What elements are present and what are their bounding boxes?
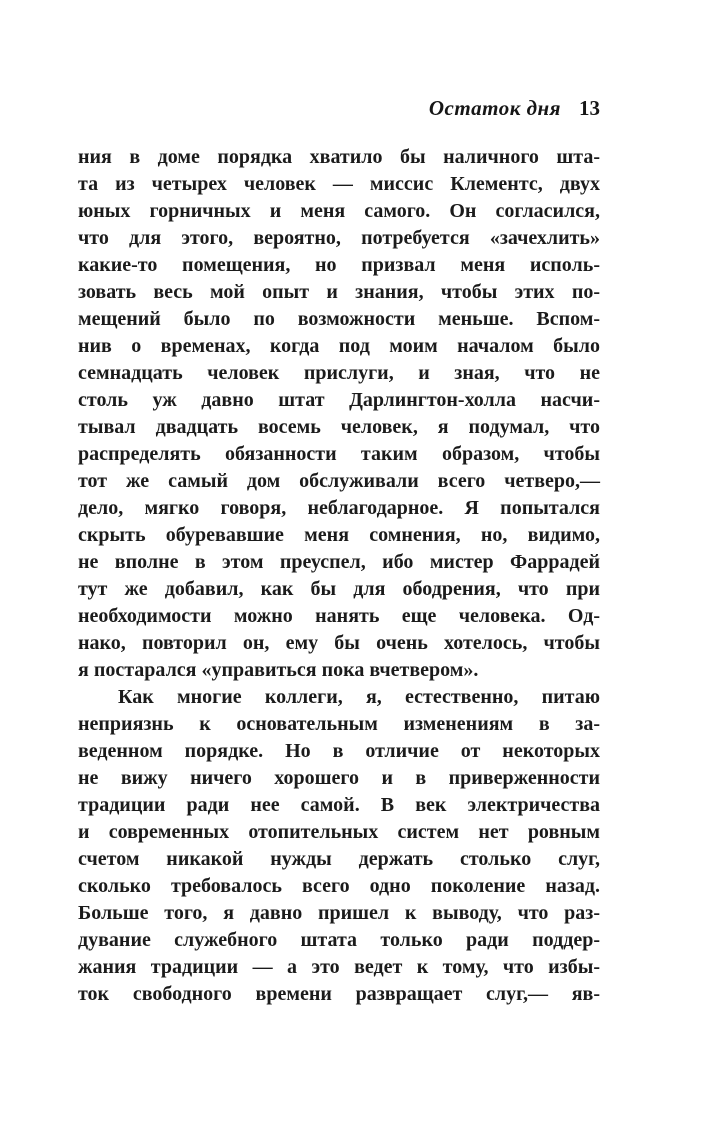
text-line: дувание служебного штата только ради поддер- <box>78 929 600 951</box>
text-line: тывал двадцать восемь человек, я подумал, что <box>78 416 600 438</box>
text-line: тут же добавил, как бы для ободрения, что при <box>78 578 600 600</box>
text-line: что для этого, вероятно, потребуется «зачехлить» <box>78 227 600 249</box>
text-line: нако, повторил он, ему бы очень хотелось, чтобы <box>78 632 600 654</box>
running-title: Остаток дня <box>428 96 561 120</box>
text-line: не вижу ничего хорошего и в приверженности <box>78 767 600 789</box>
text-line: тот же самый дом обслуживали всего четверо,— <box>78 470 600 492</box>
text-line: столь уж давно штат Дарлингтон-холла насчи- <box>78 389 600 411</box>
text-line: та из четырех человек — миссис Клементс, двух <box>78 173 600 195</box>
text-line: мещений было по возможности меньше. Вспом- <box>78 308 600 330</box>
text-line: традиции ради нее самой. В век электричества <box>78 794 600 816</box>
text-line: неприязнь к основательным изменениям в за- <box>78 713 600 735</box>
page-text-block <box>78 144 600 1008</box>
text-line: Как многие коллеги, я, естественно, питаю <box>118 686 600 708</box>
text-line: юных горничных и меня самого. Он согласился, <box>78 200 600 222</box>
text-line: зовать весь мой опыт и знания, чтобы этих по- <box>78 281 600 303</box>
text-line: сколько требовалось всего одно поколение назад. <box>78 875 600 897</box>
text-line: нив о временах, когда под моим началом было <box>78 335 600 357</box>
text-line: распределять обязанности таким образом, чтобы <box>78 443 600 465</box>
text-line: Больше того, я давно пришел к выводу, что раз- <box>78 902 600 924</box>
text-line: жания традиции — а это ведет к тому, что избы- <box>78 956 600 978</box>
text-line: какие-то помещения, но призвал меня исполь- <box>78 254 600 276</box>
running-header <box>429 96 600 120</box>
text-line: скрыть обуревавшие меня сомнения, но, видимо, <box>78 524 600 546</box>
text-line: я постарался «управиться пока вчетвером». <box>78 659 479 681</box>
text-line: ток свободного времени развращает слуг,— яв- <box>78 983 600 1005</box>
text-line: счетом никакой нужды держать столько слуг, <box>78 848 600 870</box>
text-line: необходимости можно нанять еще человека. Од- <box>78 605 600 627</box>
text-line: семнадцать человек прислуги, и зная, что не <box>78 362 600 384</box>
text-line: не вполне в этом преуспел, ибо мистер Фаррадей <box>78 551 600 573</box>
text-line: дело, мягко говоря, неблагодарное. Я попытался <box>78 497 600 519</box>
page-number: 13 <box>579 96 600 120</box>
text-line: и современных отопительных систем нет ровным <box>78 821 600 843</box>
text-line: веденном порядке. Но в отличие от некоторых <box>78 740 600 762</box>
text-line: ния в доме порядка хватило бы наличного шта- <box>78 146 600 168</box>
